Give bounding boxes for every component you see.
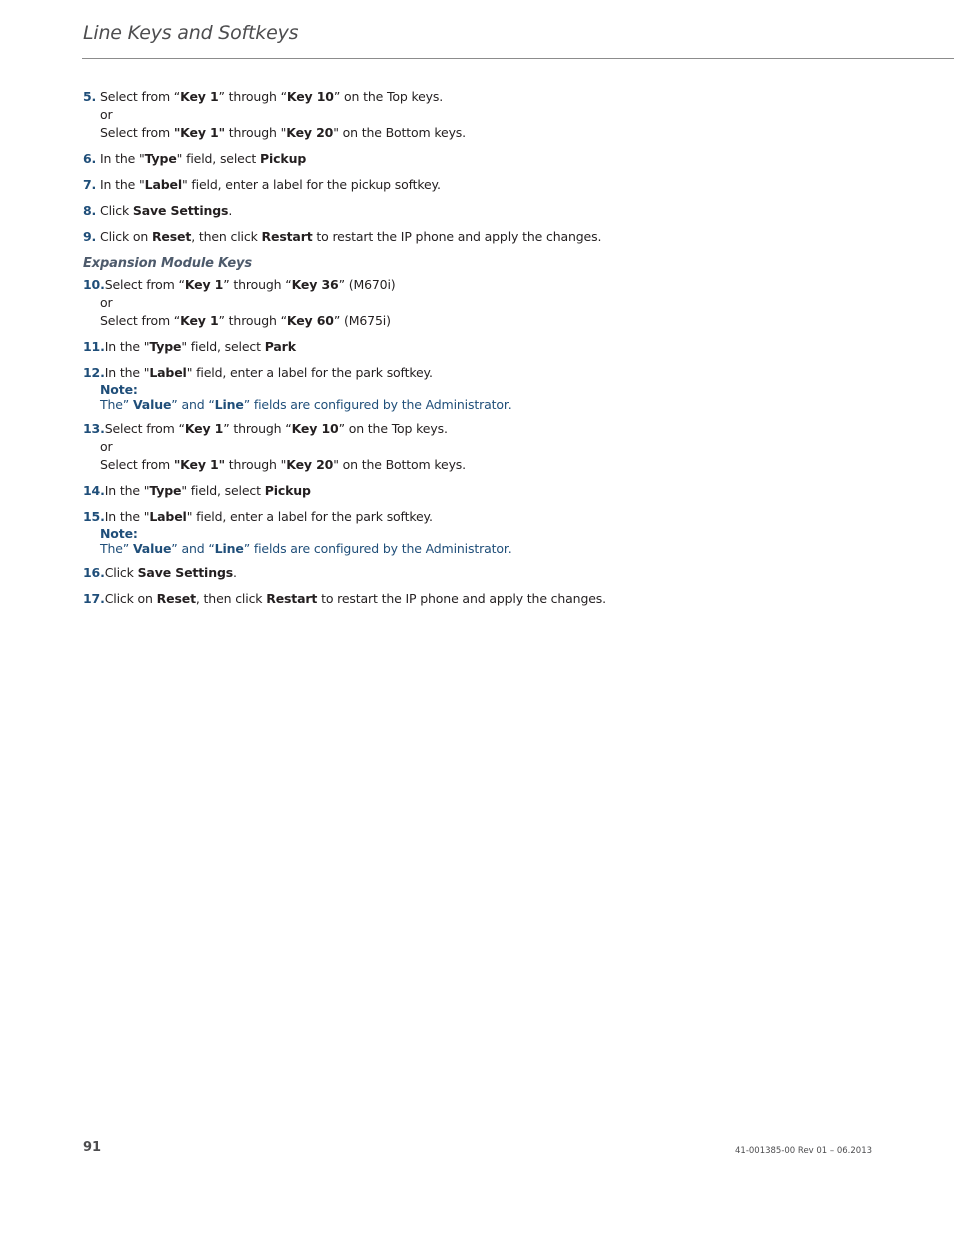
step-14 <box>83 482 883 500</box>
text: Select from “ <box>100 313 181 328</box>
bold-text: "Key 1" <box>173 125 225 140</box>
bold-text: Key 10 <box>286 89 334 104</box>
text: Click on <box>104 591 157 606</box>
step-10 <box>83 276 883 330</box>
step-number: 15. <box>83 509 105 524</box>
note-label: Note: <box>100 526 138 541</box>
step-number: 9. <box>83 229 97 244</box>
bold-text: Save Settings <box>137 565 234 580</box>
bold-text: Key 1 <box>180 313 219 328</box>
text: Select from “ <box>100 89 181 104</box>
text: " field, enter a label for the park softkey. <box>186 365 433 380</box>
text: ” through “ <box>218 89 287 104</box>
section-heading: Expansion Module Keys <box>83 256 252 271</box>
bold-text: Park <box>264 339 296 354</box>
bold-text: Label <box>144 177 182 192</box>
step-number: 5. <box>83 89 97 104</box>
or-text: or <box>100 107 113 122</box>
or-text: or <box>100 439 113 454</box>
note-text <box>83 541 883 556</box>
step-number: 11. <box>83 339 105 354</box>
text: In the " <box>100 177 145 192</box>
text: The” <box>100 397 133 412</box>
step-number: 8. <box>83 203 97 218</box>
text: to restart the IP phone and apply the changes. <box>312 229 602 244</box>
text: ” through “ <box>218 313 287 328</box>
text: " field, enter a label for the pickup softkey. <box>182 177 441 192</box>
text: Select from <box>100 125 174 140</box>
note-text <box>83 397 883 412</box>
bold-text: Restart <box>266 591 318 606</box>
step-13 <box>83 420 883 474</box>
step-5 <box>83 88 883 142</box>
bold-text: Key 36 <box>291 277 339 292</box>
step-number: 6. <box>83 151 97 166</box>
text: through " <box>224 457 287 472</box>
bold-text: Pickup <box>264 483 311 498</box>
bold-text: "Key 1" <box>173 457 225 472</box>
step-number: 12. <box>83 365 105 380</box>
text: ” fields are configured by the Administrator. <box>243 397 512 412</box>
text: ” on the Top keys. <box>338 421 448 436</box>
bold-text: Key 1 <box>184 277 224 292</box>
text: In the " <box>104 483 150 498</box>
text: " on the Bottom keys. <box>333 457 466 472</box>
text: ” through “ <box>223 277 292 292</box>
bold-text: Pickup <box>260 151 307 166</box>
text: through " <box>224 125 287 140</box>
header-divider <box>82 58 954 59</box>
bold-text: Key 20 <box>286 125 334 140</box>
step-number: 13. <box>83 421 105 436</box>
document-id: 41-001385-00 Rev 01 – 06.2013 <box>735 1146 873 1156</box>
text: " field, select <box>176 151 261 166</box>
text: Select from <box>100 457 174 472</box>
bold-text: Type <box>144 151 177 166</box>
bold-text: Label <box>149 509 187 524</box>
page-title: Line Keys and Softkeys <box>83 22 299 44</box>
text: ” (M670i) <box>338 277 396 292</box>
bold-text: Key 60 <box>286 313 334 328</box>
step-17 <box>83 590 883 608</box>
text: In the " <box>100 151 145 166</box>
text: In the " <box>104 365 150 380</box>
page-number: 91 <box>83 1140 102 1155</box>
text: Click <box>100 203 133 218</box>
text: ” (M675i) <box>333 313 391 328</box>
bold-text: Reset <box>156 591 196 606</box>
bold-text: Key 10 <box>291 421 339 436</box>
bold-text: Restart <box>261 229 313 244</box>
bold-text: Key 1 <box>180 89 219 104</box>
step-number: 16. <box>83 565 105 580</box>
step-16 <box>83 564 883 582</box>
step-12 <box>83 364 883 412</box>
text: . <box>233 565 237 580</box>
bold-text: Key 1 <box>184 421 224 436</box>
or-text: or <box>100 295 113 310</box>
text: " field, select <box>181 483 265 498</box>
text: . <box>228 203 233 218</box>
text: ” and “ <box>171 397 215 412</box>
bold-text: Label <box>149 365 187 380</box>
step-number: 17. <box>83 591 105 606</box>
bold-text: Line <box>214 397 244 412</box>
step-11 <box>83 338 883 356</box>
text: In the " <box>104 509 150 524</box>
text: " field, enter a label for the park softkey. <box>186 509 433 524</box>
step-9 <box>83 228 883 246</box>
bold-text: Save Settings <box>132 203 229 218</box>
bold-text: Value <box>132 397 172 412</box>
step-number: 7. <box>83 177 97 192</box>
text: ” and “ <box>171 541 215 556</box>
bold-text: Value <box>132 541 172 556</box>
text: The” <box>100 541 133 556</box>
text: , then click <box>191 229 262 244</box>
bold-text: Reset <box>151 229 192 244</box>
text: ” on the Top keys. <box>333 89 444 104</box>
note-label: Note: <box>100 382 138 397</box>
text: Click <box>104 565 138 580</box>
text: " on the Bottom keys. <box>333 125 466 140</box>
bold-text: Type <box>149 339 182 354</box>
bold-text: Type <box>149 483 182 498</box>
text: ” fields are configured by the Administrator. <box>243 541 512 556</box>
text: , then click <box>195 591 267 606</box>
bold-text: Key 20 <box>286 457 334 472</box>
bold-text: Line <box>214 541 244 556</box>
step-number: 10. <box>83 277 105 292</box>
step-7 <box>83 176 883 194</box>
step-number: 14. <box>83 483 105 498</box>
step-6 <box>83 150 883 168</box>
text: In the " <box>104 339 150 354</box>
step-15 <box>83 508 883 556</box>
step-8 <box>83 202 883 220</box>
text: to restart the IP phone and apply the changes. <box>317 591 606 606</box>
text: Click on <box>100 229 152 244</box>
text: " field, select <box>181 339 265 354</box>
text: Select from “ <box>104 421 185 436</box>
document-body <box>83 88 883 616</box>
text: ” through “ <box>223 421 292 436</box>
text: Select from “ <box>104 277 185 292</box>
